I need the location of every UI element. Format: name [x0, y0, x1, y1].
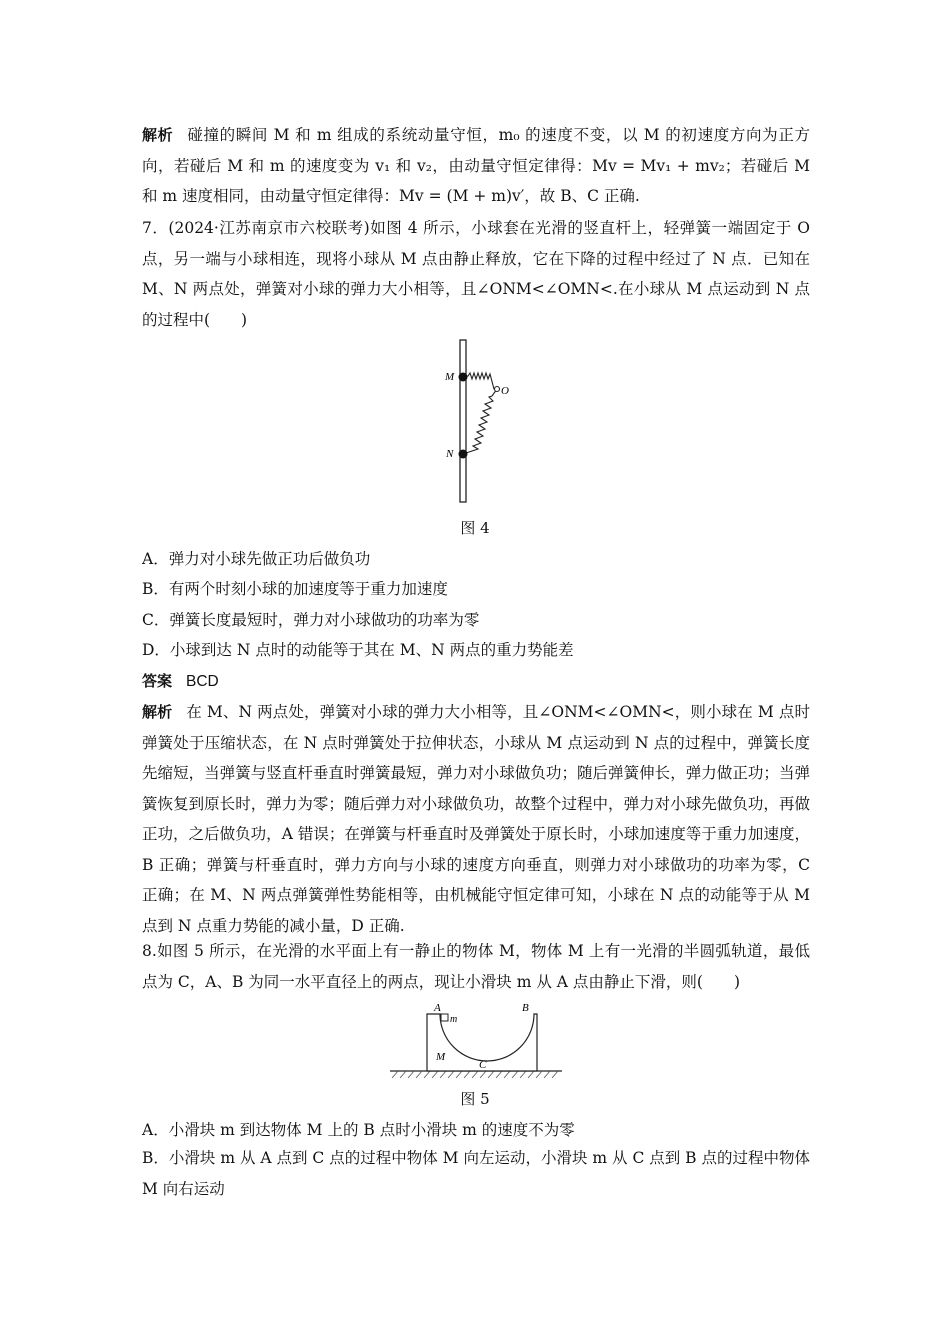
- q7-answer: [142, 669, 219, 694]
- label-small-m: m: [450, 1014, 458, 1025]
- ground-hatch: [392, 1071, 558, 1078]
- label-b: B: [522, 1002, 529, 1014]
- q7-option-c: C．弹簧长度最短时，弹力对小球做功的功率为零: [142, 611, 480, 629]
- ball-n: [459, 450, 468, 459]
- q7-option-b: B．有两个时刻小球的加速度等于重力加速度: [142, 580, 448, 598]
- spring-upper: [463, 373, 497, 389]
- answer-value: BCD: [186, 673, 219, 690]
- pivot-o: [495, 387, 500, 392]
- analysis-label: 解析: [142, 703, 173, 721]
- answer-label: 答案: [142, 672, 173, 690]
- q7-stem: 7．(2024·江苏南京市六校联考)如图 4 所示，小球套在光滑的竖直杆上，轻弹簧一端固定于 O 点，另一端与小球相连，现将小球从 M 点由静止释放，它在下降的过程中经过了 N 点．已知在 M、N 两点处，弹簧对小球的弹力大小相等，且∠ONM<∠OMN<.在小球从 M 点运动到 N 点的过程中( ): [142, 219, 810, 329]
- q7-analysis: [142, 697, 810, 941]
- label-m: M: [445, 371, 455, 383]
- label-o: O: [501, 385, 509, 397]
- analysis-text: 在 M、N 两点处，弹簧对小球的弹力大小相等，且∠ONM<∠OMN<，则小球在 M 点时弹簧处于压缩状态，在 N 点时弹簧处于拉伸状态，小球从 M 点运动到 N 点的过程中，弹簧长度先缩短，当弹簧与竖直杆垂直时弹簧最短，弹力对小球做负功；随后弹簧伸长，弹力做正功；当弹簧恢复到原长时，弹力为零；随后弹力对小球做负功，故整个过程中，弹力对小球先做负功，再做正功，之后做负功，A 错误；在弹簧与杆垂直时及弹簧处于原长时，小球加速度等于重力加速度，B 正确；弹簧与杆垂直时，弹力方向与小球的速度方向垂直，则弹力对小球做功的功率为零，C 正确；在 M、N 两点弹簧弹性势能相等，由机械能守恒定律可知，小球在 N 点的动能等于从 M 点到 N 点重力势能的减小量，D 正确.: [142, 703, 810, 935]
- q7-option-a: A．弹力对小球先做正功后做负功: [142, 550, 371, 568]
- q6-analysis: [142, 120, 810, 212]
- label-n: N: [446, 448, 454, 460]
- q7-option-d: D．小球到达 N 点时的动能等于其在 M、N 两点的重力势能差: [142, 641, 574, 659]
- q8-option-b: B．小滑块 m 从 A 点到 C 点的过程中物体 M 向左运动，小滑块 m 从 C 点到 B 点的过程中物体 M 向右运动: [142, 1149, 810, 1198]
- slider-m: [441, 1014, 448, 1021]
- label-c: C: [479, 1059, 487, 1071]
- vertical-rod: [460, 340, 466, 502]
- ball-m: [459, 373, 468, 382]
- q8-option-a: A．小滑块 m 到达物体 M 上的 B 点时小滑块 m 的速度不为零: [142, 1121, 575, 1139]
- q8-stem: 8.如图 5 所示，在光滑的水平面上有一静止的物体 M，物体 M 上有一光滑的半圆弧轨道，最低点为 C，A、B 为同一水平直径上的两点，现让小滑块 m 从 A 点由静止下滑，则( ): [142, 942, 810, 991]
- figure-5: [388, 1000, 564, 1082]
- analysis-label: 解析: [142, 126, 174, 144]
- analysis-text: 碰撞的瞬间 M 和 m 组成的系统动量守恒，m₀ 的速度不变，以 M 的初速度方向为正方向，若碰后 M 和 m 的速度变为 v₁ 和 v₂，由动量守恒定律得：Mv = Mv₁ + mv₂；若碰后 M 和 m 速度相同，由动量守恒定律得：Mv = (M + m)v′，故 B、C 正确.: [142, 126, 810, 205]
- figure-4: [440, 338, 520, 508]
- spring-lower: [463, 389, 497, 454]
- figure-4-caption: 图 4: [460, 519, 490, 537]
- label-big-m: M: [436, 1051, 446, 1063]
- figure-5-caption: 图 5: [460, 1090, 490, 1108]
- label-a: A: [434, 1002, 441, 1014]
